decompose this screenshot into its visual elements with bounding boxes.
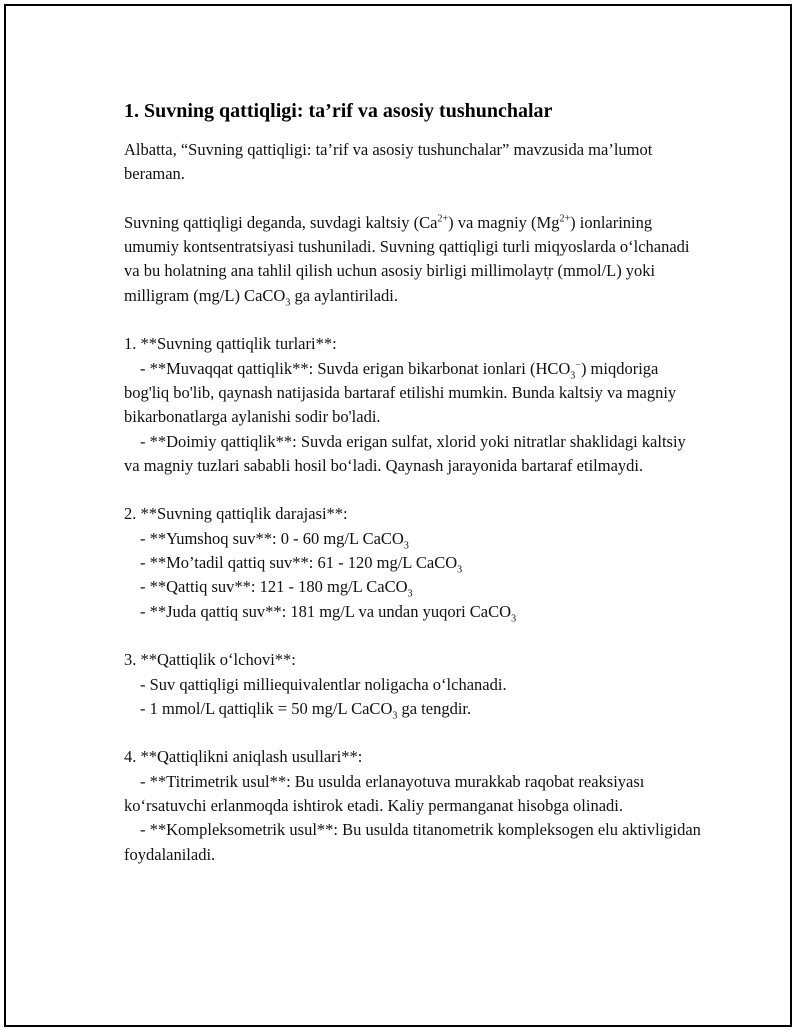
hardness-level-item	[124, 551, 704, 575]
calcium-charge: 2+	[437, 213, 449, 225]
paragraph-gap	[124, 187, 704, 211]
hardness-level-item	[124, 600, 704, 624]
temporary-hardness-text: ) miqdoriga bog'liq bo'lib, qaynash natijasida bartaraf etilishi mumkin. Bunda kaltsiy va magniy bikarbonatlarga aylanishi sodir bo'ladi.	[124, 358, 677, 427]
titrimetric-method-text: - **Titrimetrik usul**: Bu usulda erlanayotuva murakkab raqobat reaksiyası ko‘rsatuvchi erlanmoqda ishtirok etadi. Kaliy permanganat hisobga olinadi.	[124, 771, 645, 816]
magnesium-charge: 2+	[559, 213, 571, 225]
hardness-level-text: - **Yumshoq suv**: 0 - 60 mg/L CaCO	[140, 528, 404, 548]
carbonate-subscript: 3	[511, 612, 517, 624]
section1-title: 1. **Suvning qattiqlik turlari**:	[124, 334, 337, 354]
measure-text: ga tengdir.	[397, 698, 472, 718]
section4-title: 4. **Qattiqlikni aniqlash usullari**:	[124, 747, 363, 767]
section3-title: 3. **Qattiqlik o‘lchovi**:	[124, 650, 296, 670]
paragraph-gap	[124, 721, 704, 745]
hardness-level-text: - **Mo’tadil qattiq suv**: 61 - 120 mg/L CaCO	[140, 553, 458, 573]
section2-title: 2. **Suvning qattiqlik darajasi**:	[124, 504, 348, 524]
document-body	[124, 98, 704, 867]
complexometric-method-item	[124, 818, 704, 867]
hardness-level-text: - **Juda qattiq suv**: 181 mg/L va undan yuqori CaCO	[140, 601, 512, 621]
permanent-hardness-item	[124, 430, 704, 479]
definition-text: ) va magniy (Mg	[448, 212, 560, 232]
titrimetric-method-item	[124, 770, 704, 819]
hardness-level-item	[124, 527, 704, 551]
definition-text: ) ionlarining umumiy kontsentratsiyasi tushuniladi. Suvning qattiqligi turli miqyoslarda o‘lchanadi va bu holatning ana tahlil qilish uchun asosiy birligi millimolayt̩r (mmol/L) yoki milligram (mg/L) CaCO	[124, 212, 690, 305]
measure-text: - 1 mmol/L qattiqlik = 50 mg/L CaCO	[140, 698, 393, 718]
temporary-hardness-item	[124, 357, 704, 430]
complexometric-method-text: - **Kompleksometrik usul**: Bu usulda titanometrik kompleksogen elu aktivligidan foydalaniladi.	[124, 820, 701, 864]
paragraph-gap	[124, 478, 704, 502]
definition-paragraph	[124, 211, 704, 308]
paragraph-gap	[124, 624, 704, 648]
hardness-level-item	[124, 575, 704, 599]
document-page	[4, 4, 792, 1027]
bicarbonate-subscript: 3	[570, 369, 576, 381]
carbonate-subscript: 3	[285, 297, 291, 309]
definition-text: Suvning qattiqligi deganda, suvdagi kaltsiy (Ca	[124, 212, 438, 232]
measure-line	[124, 697, 704, 721]
intro-paragraph: Albatta, “Suvning qattiqligi: ta’rif va asosiy tushunchalar” mavzusida ma’lumot beraman.	[124, 140, 653, 184]
carbonate-subscript: 3	[403, 540, 409, 552]
permanent-hardness-text: - **Doimiy qattiqlik**: Suvda erigan sulfat, xlorid yoki nitratlar shaklidagi kaltsiy va magniy tuzlari sababli hosil bo‘ladi. Qaynash jarayonida bartaraf etilmaydi.	[124, 431, 686, 475]
carbonate-subscript: 3	[407, 588, 413, 600]
paragraph-gap	[124, 308, 704, 332]
definition-text: ga aylantiriladi.	[290, 285, 398, 305]
bicarbonate-charge: −	[575, 359, 581, 371]
temporary-hardness-text: - **Muvaqqat qattiqlik**: Suvda erigan bikarbonat ionlari (HCO	[140, 358, 571, 378]
hardness-level-text: - **Qattiq suv**: 121 - 180 mg/L CaCO	[140, 577, 408, 597]
document-heading: 1. Suvning qattiqligi: ta’rif va asosiy tushunchalar	[124, 100, 553, 122]
carbonate-subscript: 3	[457, 564, 463, 576]
carbonate-subscript: 3	[392, 710, 398, 722]
measure-line: - Suv qattiqligi milliequivalentlar noligacha o‘lchanadi.	[140, 674, 507, 694]
